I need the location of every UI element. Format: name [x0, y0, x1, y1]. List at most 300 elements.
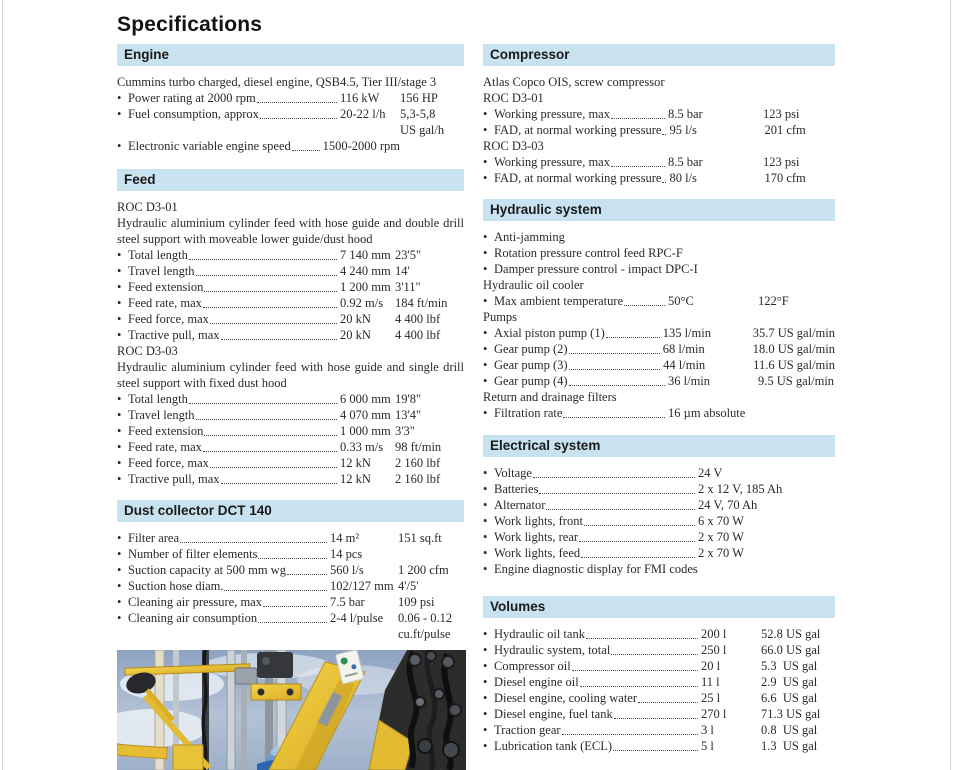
spec-row	[483, 465, 835, 481]
dotted-leader	[562, 734, 698, 735]
dotted-leader	[203, 451, 337, 452]
dotted-leader	[624, 305, 665, 306]
dotted-leader	[611, 654, 698, 655]
spec-label: Electronic variable engine speed	[128, 139, 291, 153]
dotted-leader	[611, 118, 665, 119]
spec-row	[117, 423, 464, 439]
dotted-leader	[563, 417, 665, 418]
spec-value-metric: 14 m²	[330, 531, 360, 545]
dotted-leader	[662, 182, 666, 183]
text-line: Return and drainage filters	[483, 390, 617, 404]
spec-row	[483, 722, 835, 738]
spec-label: Working pressure, max	[494, 107, 610, 121]
spec-value-metric: 11 l	[701, 675, 720, 689]
spec-row	[117, 594, 464, 610]
dotted-leader	[263, 606, 327, 607]
section-dust-collector-dct-140	[117, 500, 464, 642]
spec-row	[483, 497, 835, 513]
dotted-leader	[613, 750, 698, 751]
spec-row	[483, 261, 835, 277]
bullet-marker: •	[483, 171, 488, 185]
section-engine	[117, 44, 464, 154]
bullet-marker: •	[117, 107, 122, 121]
spec-value-imperial: 0.8 US gal	[761, 723, 818, 737]
spec-value-imperial: 3'11"	[395, 280, 421, 294]
spec-value-metric: 95 l/s	[669, 123, 697, 137]
dotted-leader	[611, 166, 665, 167]
spec-row	[483, 373, 835, 389]
spec-value-metric: 2 x 12 V, 185 Ah	[698, 482, 783, 496]
spec-value-metric: 50°C	[668, 294, 694, 308]
section-body	[483, 457, 835, 577]
spec-label: FAD, at normal working pressure	[494, 123, 662, 137]
spec-row	[117, 562, 464, 578]
spec-value-metric: 12 kN	[340, 456, 371, 470]
spec-value-metric: 5 l	[701, 739, 714, 753]
spec-label: Gear pump (2)	[494, 342, 568, 356]
bullet-marker: •	[117, 595, 122, 609]
spec-value-imperial: 19'8"	[395, 392, 422, 406]
bullet-marker: •	[117, 280, 122, 294]
spec-row	[483, 674, 835, 690]
bullet-marker: •	[117, 264, 122, 278]
spec-row	[483, 642, 835, 658]
bullet-marker: •	[117, 472, 122, 486]
bullet-marker: •	[117, 579, 122, 593]
spec-row	[483, 293, 835, 309]
spec-value-imperial: 4 400 lbf	[395, 328, 441, 342]
spec-value-imperial: 3'3"	[395, 424, 415, 438]
bullet-marker: •	[483, 627, 488, 641]
spec-label: Suction hose diam.	[128, 579, 224, 593]
spec-value-metric: 44 l/min	[663, 358, 706, 372]
spec-label: Feed force, max	[128, 312, 209, 326]
section-header: Hydraulic system	[483, 199, 835, 221]
spec-value-metric: 6 x 70 W	[698, 514, 744, 528]
spec-value-imperial: 151 sq.ft	[398, 531, 442, 545]
spec-label: Filter area	[128, 531, 180, 545]
spec-value-imperial: 1.3 US gal	[761, 739, 818, 753]
spec-value-imperial: 156 HP	[400, 91, 438, 105]
spec-label: Feed extension	[128, 280, 204, 294]
section-header: Compressor	[483, 44, 835, 66]
spec-label: FAD, at normal working pressure	[494, 171, 662, 185]
spec-row	[483, 706, 835, 722]
spec-row	[117, 247, 464, 263]
bullet-marker: •	[483, 659, 488, 673]
spec-row	[117, 439, 464, 455]
dotted-leader	[287, 574, 327, 575]
spec-label: Travel length	[128, 408, 195, 422]
right-column-sections	[483, 44, 835, 754]
dotted-leader	[539, 493, 695, 494]
spec-row	[483, 690, 835, 706]
section-feed	[117, 169, 464, 487]
spec-value-imperial: 4'/5'	[398, 579, 419, 593]
left-column-sections	[117, 44, 464, 642]
bullet-marker: •	[483, 326, 488, 340]
dotted-leader	[584, 525, 695, 526]
spec-label: Diesel engine, cooling water	[494, 691, 638, 705]
dotted-leader	[569, 353, 660, 354]
dotted-leader	[533, 477, 695, 478]
spec-value-imperial: 6.6 US gal	[761, 691, 818, 705]
spec-label: Rotation pressure control feed RPC-F	[494, 246, 683, 260]
bullet-marker: •	[483, 707, 488, 721]
spec-value-imperial: 1 200 cfm	[398, 563, 449, 577]
section-body	[483, 618, 835, 754]
text-line: Pumps	[483, 310, 518, 324]
spec-row	[483, 229, 835, 245]
dotted-leader	[579, 541, 695, 542]
spec-row	[483, 405, 835, 421]
spec-value-imperial: 5,3-5,8	[400, 107, 436, 121]
spec-row	[117, 138, 464, 154]
bullet-marker: •	[117, 408, 122, 422]
bullet-marker: •	[117, 547, 122, 561]
spec-row	[483, 626, 835, 642]
spec-value-imperial: 122°F	[758, 294, 789, 308]
bullet-marker: •	[117, 611, 122, 625]
dotted-leader	[581, 557, 695, 558]
spec-label: Cleaning air consumption	[128, 611, 258, 625]
text-line: Hydraulic oil cooler	[483, 278, 584, 292]
spec-row	[483, 658, 835, 674]
spec-label: Feed force, max	[128, 456, 209, 470]
bullet-marker: •	[483, 498, 488, 512]
section-volumes	[483, 596, 835, 754]
spec-value-imperial: 201 cfm	[764, 123, 806, 137]
bullet-marker: •	[483, 155, 488, 169]
spec-value-metric: 2 x 70 W	[698, 530, 744, 544]
spec-value-imperial: 18.0 US gal/min	[752, 342, 835, 356]
dotted-leader	[203, 307, 337, 308]
dotted-leader	[221, 339, 337, 340]
spec-row	[117, 407, 464, 423]
bullet-marker: •	[483, 739, 488, 753]
spec-label: Gear pump (3)	[494, 358, 568, 372]
dotted-leader	[260, 118, 337, 119]
bullet-marker: •	[483, 246, 488, 260]
spec-value-metric: 2-4 l/pulse	[330, 611, 384, 625]
spec-value-metric: 0.92 m/s	[340, 296, 384, 310]
spec-row	[483, 325, 835, 341]
spec-label: Traction gear	[494, 723, 561, 737]
bullet-marker: •	[117, 531, 122, 545]
dotted-leader	[210, 467, 337, 468]
spec-label: Feed rate, max	[128, 296, 202, 310]
bullet-marker: •	[483, 342, 488, 356]
bullet-marker: •	[483, 294, 488, 308]
bullet-marker: •	[483, 675, 488, 689]
spec-label: Power rating at 2000 rpm	[128, 91, 256, 105]
dotted-leader	[586, 638, 698, 639]
spec-label: Total length	[128, 248, 188, 262]
spec-label: Alternator	[494, 498, 546, 512]
dotted-leader	[572, 670, 698, 671]
spec-label: Batteries	[494, 482, 539, 496]
spec-value-metric: 36 l/min	[668, 374, 711, 388]
section-body	[117, 66, 464, 154]
dotted-leader	[189, 403, 337, 404]
dotted-leader	[196, 419, 337, 420]
spec-value-metric: 116 kW	[340, 91, 380, 105]
bullet-marker: •	[483, 546, 488, 560]
dotted-leader	[180, 542, 327, 543]
spec-row	[483, 738, 835, 754]
text-line: ROC D3-01	[117, 200, 178, 214]
text-line: Hydraulic aluminium cylinder feed with hose guide and double drill steel support with moveable lower guide/dust hood	[117, 216, 464, 246]
spec-value-imperial: 66.0 US gal	[761, 643, 821, 657]
spec-row	[117, 530, 464, 546]
spec-label: Voltage	[494, 466, 532, 480]
section-header: Engine	[117, 44, 464, 66]
spec-value-imperial: 35.7 US gal/min	[752, 326, 835, 340]
bullet-marker: •	[483, 466, 488, 480]
dotted-leader	[221, 483, 337, 484]
spec-value-metric: 250 l	[701, 643, 727, 657]
section-body	[483, 221, 835, 421]
spec-label: Working pressure, max	[494, 155, 610, 169]
spec-value-imperial: 123 psi	[763, 155, 800, 169]
spec-row	[483, 341, 835, 357]
spec-label: Work lights, front	[494, 514, 583, 528]
spec-value-metric: 7.5 bar	[330, 595, 365, 609]
text-line: Hydraulic aluminium cylinder feed with hose guide and single drill steel support with fixed dust hood	[117, 360, 464, 390]
spec-row	[117, 279, 464, 295]
page-right-edge	[950, 0, 951, 770]
dotted-leader	[257, 102, 337, 103]
spec-value-imperial: 2 160 lbf	[395, 456, 441, 470]
bullet-marker: •	[117, 312, 122, 326]
spec-value-metric: 6 000 mm	[340, 392, 391, 406]
spec-value-metric: 2 x 70 W	[698, 546, 744, 560]
spec-row	[117, 90, 464, 106]
spec-label: Suction capacity at 500 mm wg	[128, 563, 286, 577]
spec-value-metric: 24 V	[698, 466, 723, 480]
section-header: Volumes	[483, 596, 835, 618]
spec-label: Anti-jamming	[494, 230, 565, 244]
spec-row	[483, 545, 835, 561]
bullet-marker: •	[117, 139, 122, 153]
dotted-leader	[204, 435, 337, 436]
bullet-marker: •	[483, 358, 488, 372]
machine-photo	[117, 650, 466, 770]
spec-row	[117, 327, 464, 343]
bullet-marker: •	[483, 107, 488, 121]
dotted-leader	[258, 558, 327, 559]
section-body	[117, 191, 464, 487]
spec-label: Max ambient temperature	[494, 294, 624, 308]
bullet-marker: •	[483, 123, 488, 137]
spec-row	[117, 471, 464, 487]
spec-value-metric: 12 kN	[340, 472, 371, 486]
spec-label: Diesel engine, fuel tank	[494, 707, 613, 721]
bullet-marker: •	[483, 530, 488, 544]
spec-row	[483, 513, 835, 529]
spec-value-metric: 0.33 m/s	[340, 440, 384, 454]
spec-value-metric: 25 l	[701, 691, 721, 705]
bullet-marker: •	[117, 440, 122, 454]
spec-row	[483, 106, 835, 122]
spec-label: Fuel consumption, approx	[128, 107, 259, 121]
spec-label: Feed rate, max	[128, 440, 202, 454]
text-line: ROC D3-03	[117, 344, 178, 358]
spec-label: Total length	[128, 392, 188, 406]
bullet-marker: •	[483, 262, 488, 276]
spec-value-metric: 200 l	[701, 627, 727, 641]
spec-value-imperial: 11.6 US gal/min	[753, 358, 835, 372]
spec-value-metric: 102/127 mm	[330, 579, 394, 593]
spec-row	[117, 391, 464, 407]
spec-row	[117, 106, 464, 122]
spec-row	[483, 481, 835, 497]
spec-value-imperial: 98 ft/min	[395, 440, 442, 454]
spec-value-imperial: 13'4"	[395, 408, 422, 422]
spec-value-metric: 16 µm absolute	[668, 406, 746, 420]
page-left-edge	[2, 0, 3, 770]
spec-value-metric: 8.5 bar	[668, 155, 703, 169]
spec-value-imperial: 2 160 lbf	[395, 472, 441, 486]
section-body	[483, 66, 835, 186]
bullet-marker: •	[117, 456, 122, 470]
section-header: Feed	[117, 169, 464, 191]
spec-row	[117, 295, 464, 311]
spec-value-metric: 68 l/min	[662, 342, 705, 356]
spec-label: Damper pressure control - impact DPC-I	[494, 262, 698, 276]
section-header: Electrical system	[483, 435, 835, 457]
bullet-marker: •	[483, 374, 488, 388]
bullet-marker: •	[483, 230, 488, 244]
spec-row	[117, 578, 464, 594]
spec-label: Compressor oil	[494, 659, 571, 673]
spec-row	[483, 170, 835, 186]
bullet-marker: •	[483, 406, 488, 420]
spec-value-metric: 80 l/s	[669, 171, 697, 185]
spec-row	[117, 311, 464, 327]
spec-value-imperial: US gal/h	[400, 123, 445, 137]
dotted-leader	[189, 259, 337, 260]
spec-value-metric: 270 l	[701, 707, 727, 721]
spec-value-imperial: 123 psi	[763, 107, 800, 121]
bullet-marker: •	[117, 424, 122, 438]
spec-value-metric: 20-22 l/h	[340, 107, 386, 121]
bullet-marker: •	[117, 563, 122, 577]
spec-label: Feed extension	[128, 424, 204, 438]
spec-row	[483, 154, 835, 170]
machine-photo-illustration	[117, 650, 466, 770]
spec-label: Travel length	[128, 264, 195, 278]
dotted-leader	[569, 369, 661, 370]
dotted-leader	[606, 337, 660, 338]
spec-value-imperial: 14'	[395, 264, 410, 278]
text-line: ROC D3-03	[483, 139, 544, 153]
dotted-leader	[292, 150, 320, 151]
spec-value-imperial: 0.06 - 0.12	[398, 611, 453, 625]
bullet-marker: •	[117, 91, 122, 105]
spec-value-metric: 20 kN	[340, 312, 371, 326]
spec-row	[483, 122, 835, 138]
bullet-marker: •	[117, 248, 122, 262]
dotted-leader	[210, 323, 337, 324]
spec-value-metric: 4 240 mm	[340, 264, 391, 278]
bullet-marker: •	[117, 296, 122, 310]
bullet-marker: •	[483, 562, 488, 576]
spec-row	[117, 263, 464, 279]
dotted-leader	[224, 590, 327, 591]
spec-label: Hydraulic oil tank	[494, 627, 585, 641]
spec-value-metric: 14 pcs	[330, 547, 363, 561]
spec-label: Axial piston pump (1)	[494, 326, 605, 340]
text-line: ROC D3-01	[483, 91, 544, 105]
bullet-marker: •	[117, 392, 122, 406]
spec-value-imperial: 5.3 US gal	[761, 659, 818, 673]
section-electrical-system	[483, 435, 835, 577]
spec-label: Gear pump (4)	[494, 374, 568, 388]
spec-value-imperial: 170 cfm	[764, 171, 806, 185]
section-header: Dust collector DCT 140	[117, 500, 464, 522]
dotted-leader	[580, 686, 698, 687]
spec-label: Diesel engine oil	[494, 675, 579, 689]
dotted-leader	[638, 702, 698, 703]
spec-value-imperial: 71.3 US gal	[761, 707, 821, 721]
spec-row	[483, 561, 835, 577]
spec-value-imperial: 109 psi	[398, 595, 435, 609]
spec-label: Work lights, rear	[494, 530, 579, 544]
spec-value-imperial: 184 ft/min	[395, 296, 448, 310]
spec-value-imperial: cu.ft/pulse	[398, 627, 451, 641]
dotted-leader	[614, 718, 698, 719]
section-body	[117, 522, 464, 642]
text-line: Cummins turbo charged, diesel engine, QSB4.5, Tier III/stage 3	[117, 75, 437, 89]
spec-value-metric: 3 l	[701, 723, 714, 737]
bullet-marker: •	[483, 482, 488, 496]
dotted-leader	[204, 291, 337, 292]
spec-value-imperial: 2.9 US gal	[761, 675, 818, 689]
bullet-marker: •	[483, 643, 488, 657]
dotted-leader	[258, 622, 327, 623]
spec-label: Engine diagnostic display for FMI codes	[494, 562, 698, 576]
spec-label: Hydraulic system, total	[494, 643, 611, 657]
spec-value-metric: 560 l/s	[330, 563, 364, 577]
text-line: Atlas Copco OIS, screw compressor	[483, 75, 665, 89]
spec-value-imperial: 52.8 US gal	[761, 627, 821, 641]
bullet-marker: •	[483, 723, 488, 737]
spec-value-metric: 20 kN	[340, 328, 371, 342]
dotted-leader	[569, 385, 665, 386]
dotted-leader	[546, 509, 695, 510]
spec-value-imperial: 23'5"	[395, 248, 422, 262]
section-compressor	[483, 44, 835, 186]
spec-value-metric: 135 l/min	[662, 326, 711, 340]
spec-value-metric: 1 200 mm	[340, 280, 391, 294]
spec-label: Tractive pull, max	[128, 328, 220, 342]
spec-value-metric: 8.5 bar	[668, 107, 703, 121]
value-continuation-line	[117, 122, 464, 138]
spec-label: Tractive pull, max	[128, 472, 220, 486]
spec-value-metric: 20 l	[701, 659, 721, 673]
spec-label: Work lights, feed	[494, 546, 581, 560]
value-continuation-line	[117, 626, 464, 642]
spec-row	[117, 455, 464, 471]
spec-value-imperial: 9.5 US gal/min	[758, 374, 835, 388]
dotted-leader	[196, 275, 337, 276]
right-column	[483, 44, 835, 754]
spec-value-metric: 1 000 mm	[340, 424, 391, 438]
page-title: Specifications	[117, 13, 263, 37]
spec-row	[117, 546, 464, 562]
spec-value-metric: 24 V, 70 Ah	[698, 498, 758, 512]
